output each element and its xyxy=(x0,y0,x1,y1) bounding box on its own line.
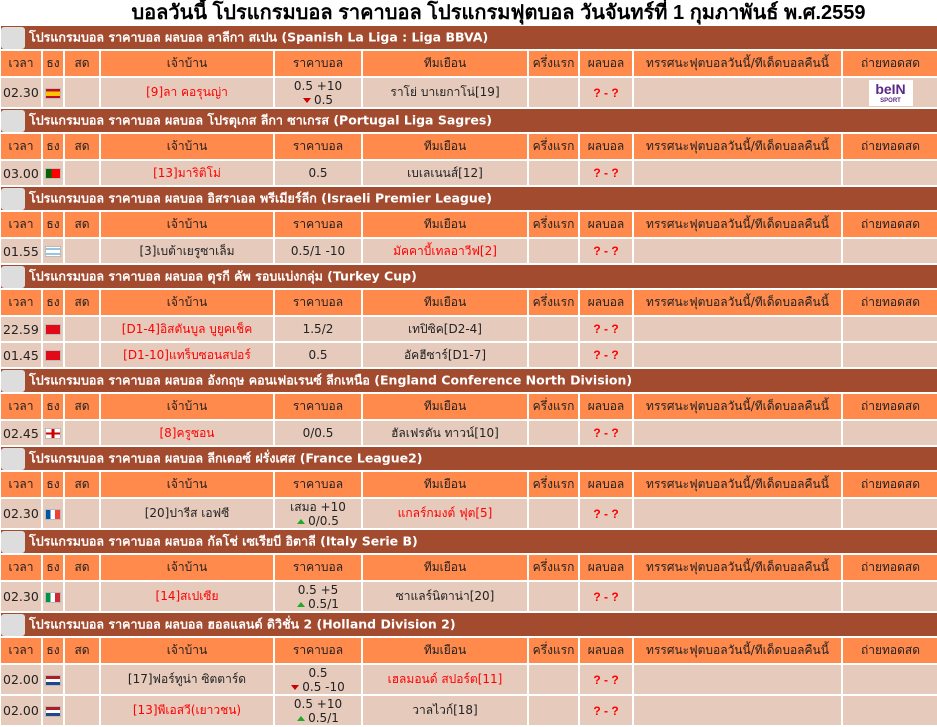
header-live-tv: ถ่ายทอดสด xyxy=(843,212,937,237)
column-header-row xyxy=(1,290,937,315)
header-half-time: ครึ่งแรก xyxy=(529,472,578,497)
header-time: เวลา xyxy=(1,212,41,237)
odds-cell xyxy=(275,161,361,185)
away-team[interactable]: อัคฮีซาร์[D1-7] xyxy=(363,343,527,367)
half-time-score xyxy=(529,665,578,694)
away-team[interactable]: วาลไวก์[18] xyxy=(363,696,527,725)
match-row xyxy=(1,161,937,185)
header-tips: ทรรศนะฟุตบอลวันนี้/ทีเด็ดบอลคืนนี้ xyxy=(634,555,841,580)
tips-cell xyxy=(634,78,841,107)
column-header-row xyxy=(1,212,937,237)
odds-cell xyxy=(275,582,361,611)
live-cell xyxy=(65,696,99,725)
home-team[interactable]: [20]ปารีส เอฟซี xyxy=(101,499,273,528)
match-time: 02.30 xyxy=(1,78,41,107)
result[interactable]: ? - ? xyxy=(580,665,632,694)
odds-cell xyxy=(275,239,361,263)
header-time: เวลา xyxy=(1,638,41,663)
match-row xyxy=(1,78,937,107)
result[interactable]: ? - ? xyxy=(580,317,632,341)
ligue2-logo-icon xyxy=(1,448,25,470)
arrow-down-icon xyxy=(291,685,299,690)
header-live: สด xyxy=(65,472,99,497)
flag-tr-icon xyxy=(45,350,61,361)
match-time: 02.00 xyxy=(1,696,41,725)
league-title[interactable]: โปรแกรมบอล ราคาบอล ผลบอล ฮอลแลนด์ ดิวิชั่น 2 (Holland Division 2) xyxy=(29,616,456,631)
header-result: ผลบอล xyxy=(580,394,632,419)
league-title[interactable]: โปรแกรมบอล ราคาบอล ผลบอล ลีกเดอซ์ ฝรั่งเศส (France League2) xyxy=(29,450,423,465)
live-cell xyxy=(65,161,99,185)
odds-cell xyxy=(275,696,361,725)
header-live-tv: ถ่ายทอดสด xyxy=(843,134,937,159)
laliga-logo-icon xyxy=(1,27,25,49)
odds-line-2: 0.5/1 xyxy=(308,596,339,611)
header-tips: ทรรศนะฟุตบอลวันนี้/ทีเด็ดบอลคืนนี้ xyxy=(634,212,841,237)
header-half-time: ครึ่งแรก xyxy=(529,212,578,237)
column-header-row xyxy=(1,638,937,663)
header-home: เจ้าบ้าน xyxy=(101,212,273,237)
live-cell xyxy=(65,421,99,445)
header-result: ผลบอล xyxy=(580,638,632,663)
header-away: ทีมเยือน xyxy=(363,394,527,419)
bein-sport-logo[interactable]: beIN SPORT xyxy=(869,80,913,106)
home-team[interactable]: [8]ครูซอน xyxy=(101,421,273,445)
column-header-row xyxy=(1,555,937,580)
home-team[interactable]: [D1-4]อิสตันบูล บูยูคเช็ค xyxy=(101,317,273,341)
header-odds: ราคาบอล xyxy=(275,555,361,580)
header-tips: ทรรศนะฟุตบอลวันนี้/ทีเด็ดบอลคืนนี้ xyxy=(634,51,841,76)
live-cell xyxy=(65,499,99,528)
away-team[interactable]: เทปิซิค[D2-4] xyxy=(363,317,527,341)
live-cell xyxy=(65,78,99,107)
live-cell xyxy=(65,665,99,694)
header-live: สด xyxy=(65,212,99,237)
home-team[interactable]: [D1-10]แทร็บซอนสปอร์ xyxy=(101,343,273,367)
tips-cell xyxy=(634,239,841,263)
header-flag: ธง xyxy=(43,134,63,159)
half-time-score xyxy=(529,582,578,611)
turkey-cup-logo-icon xyxy=(1,266,25,288)
header-live-tv: ถ่ายทอดสด xyxy=(843,638,937,663)
header-away: ทีมเยือน xyxy=(363,290,527,315)
header-live: สด xyxy=(65,638,99,663)
home-team[interactable]: [14]สเปเซีย xyxy=(101,582,273,611)
header-half-time: ครึ่งแรก xyxy=(529,51,578,76)
odds-line-2: 0.5/1 xyxy=(308,710,339,725)
odds-cell xyxy=(275,499,361,528)
header-tips: ทรรศนะฟุตบอลวันนี้/ทีเด็ดบอลคืนนี้ xyxy=(634,638,841,663)
header-tips: ทรรศนะฟุตบอลวันนี้/ทีเด็ดบอลคืนนี้ xyxy=(634,290,841,315)
header-odds: ราคาบอล xyxy=(275,638,361,663)
away-team[interactable]: ฮัลเฟรดัน ทาวน์[10] xyxy=(363,421,527,445)
tips-cell xyxy=(634,343,841,367)
header-time: เวลา xyxy=(1,290,41,315)
match-row xyxy=(1,499,937,528)
header-flag: ธง xyxy=(43,638,63,663)
live-tv-cell xyxy=(843,161,937,185)
header-live: สด xyxy=(65,290,99,315)
home-team[interactable]: [17]ฟอร์ทูน่า ซิตตาร์ด xyxy=(101,665,273,694)
half-time-score xyxy=(529,499,578,528)
odds-line: 0.5/1 -10 xyxy=(290,244,346,258)
result[interactable]: ? - ? xyxy=(580,239,632,263)
match-row xyxy=(1,696,937,725)
tips-cell xyxy=(634,161,841,185)
away-team[interactable]: ราโย่ บาเยกาโน่[19] xyxy=(363,78,527,107)
header-odds: ราคาบอล xyxy=(275,134,361,159)
header-half-time: ครึ่งแรก xyxy=(529,638,578,663)
match-time: 02.00 xyxy=(1,665,41,694)
live-tv-cell xyxy=(843,421,937,445)
league-title[interactable]: โปรแกรมบอล ราคาบอล ผลบอล โปรตุเกส ลีกา ซาเกรส (Portugal Liga Sagres) xyxy=(29,112,493,127)
header-odds: ราคาบอล xyxy=(275,212,361,237)
israel-logo-icon xyxy=(1,188,25,210)
flag-en-icon xyxy=(45,428,61,439)
portugal-logo-icon xyxy=(1,110,25,132)
odds-line-2: 0.5 xyxy=(313,92,334,107)
half-time-score xyxy=(529,78,578,107)
tips-cell xyxy=(634,421,841,445)
league-title[interactable]: โปรแกรมบอล ราคาบอล ผลบอล กัลโช่ เซเรียบี อิตาลี (Italy Serie B) xyxy=(29,533,418,548)
match-row xyxy=(1,421,937,445)
league-bar xyxy=(1,369,937,392)
header-live: สด xyxy=(65,394,99,419)
live-cell xyxy=(65,582,99,611)
live-tv-cell xyxy=(843,78,937,107)
header-flag: ธง xyxy=(43,555,63,580)
column-header-row xyxy=(1,134,937,159)
header-home: เจ้าบ้าน xyxy=(101,394,273,419)
odds-cell xyxy=(275,343,361,367)
header-home: เจ้าบ้าน xyxy=(101,472,273,497)
header-live: สด xyxy=(65,134,99,159)
match-time: 02.45 xyxy=(1,421,41,445)
away-team[interactable]: เบเลเนนส์[12] xyxy=(363,161,527,185)
odds-line: 0.5 xyxy=(308,166,328,180)
tips-cell xyxy=(634,317,841,341)
league-bar xyxy=(1,530,937,553)
odds-cell xyxy=(275,78,361,107)
live-tv-cell xyxy=(843,317,937,341)
header-home: เจ้าบ้าน xyxy=(101,134,273,159)
flag-nl-icon xyxy=(45,706,61,717)
serie-b-logo-icon xyxy=(1,531,25,553)
header-live: สด xyxy=(65,51,99,76)
arrow-up-icon xyxy=(297,519,305,524)
home-team[interactable]: [3]เบต้าเยรูซาเล็ม xyxy=(101,239,273,263)
header-flag: ธง xyxy=(43,212,63,237)
header-home: เจ้าบ้าน xyxy=(101,555,273,580)
live-tv-cell xyxy=(843,499,937,528)
odds-line: 0.5 +10 xyxy=(293,696,343,711)
header-odds: ราคาบอล xyxy=(275,290,361,315)
header-live-tv: ถ่ายทอดสด xyxy=(843,290,937,315)
result[interactable]: ? - ? xyxy=(580,161,632,185)
flag-pt-icon xyxy=(45,168,61,179)
result[interactable]: ? - ? xyxy=(580,78,632,107)
header-half-time: ครึ่งแรก xyxy=(529,134,578,159)
header-live-tv: ถ่ายทอดสด xyxy=(843,472,937,497)
header-time: เวลา xyxy=(1,51,41,76)
match-row xyxy=(1,582,937,611)
fixtures-table xyxy=(0,24,937,727)
header-live-tv: ถ่ายทอดสด xyxy=(843,51,937,76)
header-away: ทีมเยือน xyxy=(363,51,527,76)
page-title: บอลวันนี้ โปรแกรมบอล ราคาบอล โปรแกรมฟุตบอล วันจันทร์ที่ 1 กุมภาพันธ์ พ.ศ.2559 xyxy=(131,2,866,24)
odds-line: 0.5 xyxy=(308,348,328,362)
header-away: ทีมเยือน xyxy=(363,134,527,159)
header-tips: ทรรศนะฟุตบอลวันนี้/ทีเด็ดบอลคืนนี้ xyxy=(634,394,841,419)
match-time: 01.45 xyxy=(1,343,41,367)
result[interactable]: ? - ? xyxy=(580,582,632,611)
odds-line: 0/0.5 xyxy=(302,426,334,440)
header-live-tv: ถ่ายทอดสด xyxy=(843,394,937,419)
arrow-up-icon xyxy=(297,716,305,721)
match-time: 01.55 xyxy=(1,239,41,263)
odds-line: 0.5 +5 xyxy=(297,582,339,597)
home-team[interactable]: [9]ลา คอรุนญ่า xyxy=(101,78,273,107)
tips-cell xyxy=(634,582,841,611)
match-row xyxy=(1,317,937,341)
match-time: 02.30 xyxy=(1,582,41,611)
odds-line: 0.5 xyxy=(308,665,328,680)
flag-nl-icon xyxy=(45,675,61,686)
odds-line: 1.5/2 xyxy=(302,322,334,336)
match-row xyxy=(1,665,937,694)
header-time: เวลา xyxy=(1,134,41,159)
header-odds: ราคาบอล xyxy=(275,472,361,497)
live-tv-cell xyxy=(843,343,937,367)
half-time-score xyxy=(529,696,578,725)
column-header-row xyxy=(1,394,937,419)
header-result: ผลบอล xyxy=(580,51,632,76)
header-result: ผลบอล xyxy=(580,134,632,159)
odds-cell xyxy=(275,317,361,341)
column-header-row xyxy=(1,51,937,76)
half-time-score xyxy=(529,161,578,185)
away-team[interactable]: แกลร์กมงต์ ฟุต[5] xyxy=(363,499,527,528)
flag-es-icon xyxy=(45,88,61,99)
header-flag: ธง xyxy=(43,290,63,315)
flag-fr-icon xyxy=(45,509,61,520)
header-time: เวลา xyxy=(1,472,41,497)
live-tv-cell xyxy=(843,582,937,611)
away-team[interactable]: ซาแลร์นิตาน่า[20] xyxy=(363,582,527,611)
league-bar xyxy=(1,26,937,49)
away-team[interactable]: เฮลมอนด์ สปอร์ต[11] xyxy=(363,665,527,694)
half-time-score xyxy=(529,239,578,263)
header-flag: ธง xyxy=(43,394,63,419)
odds-cell xyxy=(275,665,361,694)
league-title[interactable]: โปรแกรมบอล ราคาบอล ผลบอล ลาลีกา สเปน (Spanish La Liga : Liga BBVA) xyxy=(29,29,489,44)
header-flag: ธง xyxy=(43,51,63,76)
league-bar xyxy=(1,109,937,132)
header-home: เจ้าบ้าน xyxy=(101,51,273,76)
half-time-score xyxy=(529,317,578,341)
odds-line: 0.5 +10 xyxy=(293,78,343,93)
header-odds: ราคาบอล xyxy=(275,394,361,419)
header-away: ทีมเยือน xyxy=(363,212,527,237)
header-odds: ราคาบอล xyxy=(275,51,361,76)
arrow-down-icon xyxy=(303,98,311,103)
tips-cell xyxy=(634,499,841,528)
flag-tr-icon xyxy=(45,324,61,335)
odds-line-2: 0/0.5 xyxy=(308,513,339,528)
result[interactable]: ? - ? xyxy=(580,421,632,445)
league-title[interactable]: โปรแกรมบอล ราคาบอล ผลบอล อังกฤษ คอนเฟอเรนซ์ ลีกเหนือ (England Conference North Division) xyxy=(29,372,633,387)
header-away: ทีมเยือน xyxy=(363,472,527,497)
header-away: ทีมเยือน xyxy=(363,638,527,663)
live-cell xyxy=(65,317,99,341)
odds-cell xyxy=(275,421,361,445)
header-time: เวลา xyxy=(1,555,41,580)
arrow-up-icon xyxy=(297,602,305,607)
tips-cell xyxy=(634,696,841,725)
match-time: 22.59 xyxy=(1,317,41,341)
league-title[interactable]: โปรแกรมบอล ราคาบอล ผลบอล อิสราเอล พรีเมียร์ลีก (Israeli Premier League) xyxy=(29,190,492,205)
away-team[interactable]: มัคคาบี้เทลอาวีฟ[2] xyxy=(363,239,527,263)
header-result: ผลบอล xyxy=(580,212,632,237)
header-half-time: ครึ่งแรก xyxy=(529,555,578,580)
league-bar xyxy=(1,613,937,636)
header-time: เวลา xyxy=(1,394,41,419)
league-title[interactable]: โปรแกรมบอล ราคาบอล ผลบอล ตุรกี คัพ รอบแบ่งกลุ่ม (Turkey Cup) xyxy=(29,268,417,283)
header-live: สด xyxy=(65,555,99,580)
result[interactable]: ? - ? xyxy=(580,696,632,725)
league-bar xyxy=(1,447,937,470)
league-bar xyxy=(1,265,937,288)
header-tips: ทรรศนะฟุตบอลวันนี้/ทีเด็ดบอลคืนนี้ xyxy=(634,134,841,159)
result[interactable]: ? - ? xyxy=(580,343,632,367)
match-row xyxy=(1,239,937,263)
live-cell xyxy=(65,343,99,367)
header-flag: ธง xyxy=(43,472,63,497)
half-time-score xyxy=(529,343,578,367)
header-result: ผลบอล xyxy=(580,555,632,580)
header-home: เจ้าบ้าน xyxy=(101,290,273,315)
header-half-time: ครึ่งแรก xyxy=(529,394,578,419)
conference-logo-icon xyxy=(1,370,25,392)
eerste-divisie-logo-icon xyxy=(1,614,25,636)
home-team[interactable]: [13]พีเอสวี(เยาวชน) xyxy=(101,696,273,725)
column-header-row xyxy=(1,472,937,497)
half-time-score xyxy=(529,421,578,445)
header-half-time: ครึ่งแรก xyxy=(529,290,578,315)
odds-line-2: 0.5 -10 xyxy=(302,679,345,694)
match-time: 02.30 xyxy=(1,499,41,528)
header-away: ทีมเยือน xyxy=(363,555,527,580)
league-bar xyxy=(1,187,937,210)
header-live-tv: ถ่ายทอดสด xyxy=(843,555,937,580)
header-result: ผลบอล xyxy=(580,290,632,315)
result[interactable]: ? - ? xyxy=(580,499,632,528)
header-result: ผลบอล xyxy=(580,472,632,497)
live-tv-cell xyxy=(843,665,937,694)
tips-cell xyxy=(634,665,841,694)
flag-il-icon xyxy=(45,246,61,257)
live-cell xyxy=(65,239,99,263)
live-tv-cell xyxy=(843,696,937,725)
live-tv-cell xyxy=(843,239,937,263)
home-team[interactable]: [13]มาริติโม่ xyxy=(101,161,273,185)
header-home: เจ้าบ้าน xyxy=(101,638,273,663)
match-row xyxy=(1,343,937,367)
flag-it-icon xyxy=(45,592,61,603)
match-time: 03.00 xyxy=(1,161,41,185)
odds-line: เสมอ +10 xyxy=(290,499,346,514)
header-tips: ทรรศนะฟุตบอลวันนี้/ทีเด็ดบอลคืนนี้ xyxy=(634,472,841,497)
